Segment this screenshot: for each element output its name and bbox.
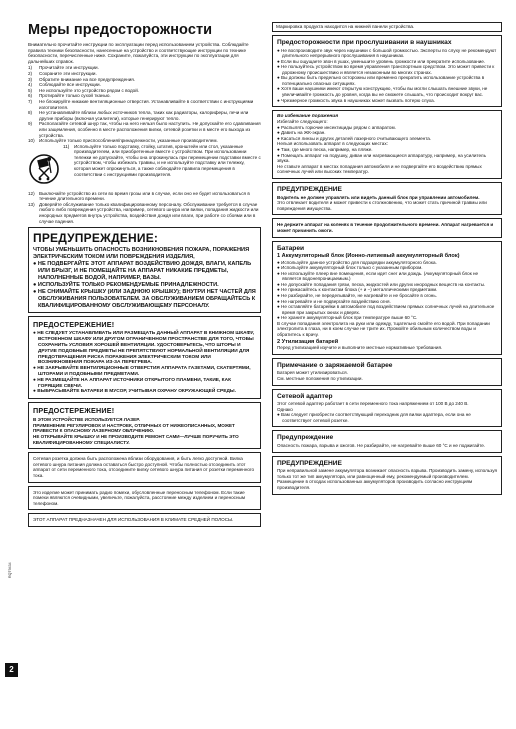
replace-warning-text: При неправильной замене аккумулятора возникает опасность взрыва. Производить замену, используя только тот же тип аккумулятора, или равноценный ему, рекомендуемый производителем. Размещение в отходах использованных аккумуляторов производить согласно инструкциям производителя. xyxy=(277,468,497,490)
list-item: ● ИСПОЛЬЗУЙТЕ ТОЛЬКО РЕКОМЕНДУЕМЫЕ ПРИНАДЛЕЖНОСТИ. xyxy=(33,281,219,288)
laser-caution-box xyxy=(28,402,261,449)
list-item: 11) Используйте только подставку, стойку, штатив, кронштейн или стол, указанные производителем, или приобретенные вместе с устройством. При использовании тележки не допускайте, чтобы она опрокинулась при перемещении подставки вместе с устройством, чтобы избежать травмы, и не используйте подставку или тележку, которая может опрокинуться, а также соблюдайте правила перемещения в соответствии с инструкциями производителя. xyxy=(63,143,261,177)
socket-note-box xyxy=(28,452,261,482)
list-item: ● Не оставляйте батарейки в автомобиле под воздействием прямых солнечных лучей на длительное время при закрытых окнах и дверях. xyxy=(277,304,495,315)
battery-sub2-text: Перед утилизацией изучите и выполните местные нормативные требования. xyxy=(277,345,443,351)
list-item: ● Не пользуйтесь устройством во время управления транспортным средством. Это может привести к дорожному происшествию и является незаконным во многих странах. xyxy=(277,64,495,75)
charge-line: См. местные положения по утилизации. xyxy=(277,375,363,381)
charge-box xyxy=(272,358,502,386)
warning-box xyxy=(28,227,261,313)
avoid-box xyxy=(272,110,502,179)
avoid-line: Нельзя использовать аппарат в следующих местах: xyxy=(277,141,388,147)
left-column xyxy=(28,22,261,527)
climate-note: ЭТОТ АППАРАТ ПРЕДНАЗНАЧЕН ДЛЯ ИСПОЛЬЗОВАНИЯ В КЛИМАТЕ СРЕДНЕЙ ПОЛОСЫ. xyxy=(33,517,234,523)
list-item: ● Хотя ваши наушники имеют открытую конструкцию, чтобы вы могли слышать внешние звуки, не увеличивайте громкость до уровня, когда вы не сможете слышать, что происходит вокруг вас. xyxy=(277,86,488,97)
driver-warning-lead: Водитель не должен управлять или видеть данный блок при управлении автомобилем. xyxy=(277,194,480,200)
battery-after: В случае попадания электролита на руки или одежду, тщательно смойте его водой. При попадании электролита в глаза, ни в коем случае не трите их. Промойте обильным количеством воды и обратитесь к врачу. xyxy=(277,320,490,337)
driver-warning-text: Это отвлекает водителя и может привести к столкновению, что может стать причиной травмы или повреждения имущества. xyxy=(277,200,487,211)
list-item: ● Не используйте плеер вне помещения, если идет снег или дождь. (Аккумуляторный блок не является водонепроницаемым.) xyxy=(277,270,479,282)
list-item: 9) Располагайте сетевой шнур так, чтобы на него нельзя было наступить. Не допускайте его сдавливания или защемления, особенно в месте расположения вилки, сетевой розетки и в месте его выхода из устройства. xyxy=(28,121,261,138)
socket-note: Сетевая розетка должна быть расположена вблизи оборудования, и быть легко доступной. Вилка сетевого шнура питания должна оставаться быстро доступной. Чтобы полностью отсоединить этот аппарат от сети переменного тока, отсоедините вилку сетевого шнура питания от розетки переменного тока. xyxy=(33,456,255,478)
list-item: ● Используйте аккумуляторный блок только с указанным прибором. xyxy=(277,265,423,271)
hearing-box xyxy=(272,35,502,107)
fire-warning-text: Опасность пожара, взрыва и ожогов. Не разбирайте, не нагревайте выше 60 °C и не поджигайте. xyxy=(277,442,486,448)
radio-note: Это изделие может принимать радио помехи, обусловленные переносным телефоном. Если такие помехи являются очевидными, увеличьте, пожалуйста, расстояние между изделием и переносным телефоном. xyxy=(33,489,245,506)
list-item: 7) Не блокируйте никакие вентиляционные отверстия. Устанавливайте в соответствии с инструкциями изготовителя. xyxy=(28,98,254,110)
caution-heading: ПРЕДОСТЕРЕЖЕНИЕ! xyxy=(33,320,115,330)
adapter-list xyxy=(277,412,497,423)
list-item: 12) Выключайте устройство из сети во время грозы или в случае, если оно не будет использоваться в течение длительного времени. xyxy=(28,190,250,202)
hearing-list xyxy=(277,48,497,103)
battery-heading: Батареи xyxy=(277,244,305,252)
list-item: ● Не воспроизводите звук через наушники с большой громкостью. Эксперты по слуху не рекомендуют длительного непрерывного прослушивания в наушниках. xyxy=(277,47,497,59)
climate-note-box xyxy=(28,513,261,527)
list-item: 8) Не устанавливайте вблизи любых источников тепла, таких как радиаторы, калориферы, печи или другие приборы (включая усилители), которые генерируют тепло. xyxy=(28,110,249,121)
knees-box xyxy=(272,218,502,237)
page-number: 2 xyxy=(5,663,18,677)
replace-warning-box xyxy=(272,456,502,495)
laser-line: В ЭТОМ УСТРОЙСТВЕ ИСПОЛЬЗУЕТСЯ ЛАЗЕР. xyxy=(33,417,140,423)
list-item: ● Используйте данное устройство для подзарядки аккумуляторного блока. xyxy=(277,259,437,265)
intro-text: Внимательно прочитайте инструкции по эксплуатации перед использованием устройства. Соблюдайте правила техники безопасности, нанесенные на устройство и соответствующие инструкции по технике безопасности, перечисленные ниже. Сохраните, пожалуйста, эти инструкции по эксплуатации для дальнейших справок. xyxy=(28,42,249,64)
laser-line: ПРИМЕНЕНИЕ РЕГУЛИРОВОК И НАСТРОЕК, ОТЛИЧНЫХ ОТ НИЖЕОПИСАННЫХ, МОЖЕТ ПРИВЕСТИ К ОПАСНОМУ ЛАЗЕРНОМУ ОБЛУЧЕНИЮ. xyxy=(33,422,235,434)
list-item: 13) Доверяйте обслуживание только квалифицированному персоналу. Обслуживание требуется в случае любого либо повреждения устройства, например, сетевого шнура или вилки, попадания жидкости или инородных предметов внутрь устройства, воздействия дождя или влаги, при работе со сбоями или в случае падения. xyxy=(28,201,259,224)
warning-list xyxy=(33,261,256,309)
list-item: 4) Соблюдайте все инструкции. xyxy=(28,82,101,88)
marking-box xyxy=(272,22,502,32)
avoid-line: ● Распылять горючие инсектициды рядом с аппаратом. xyxy=(277,124,396,130)
fire-warning-heading: Предупреждение xyxy=(277,434,334,442)
adapter-box xyxy=(272,389,502,428)
driver-warning-box xyxy=(272,182,502,215)
avoid-heading: Во избежание поражения xyxy=(277,114,339,120)
avoid-line: ● Давить на ЖК-экран. xyxy=(277,130,326,136)
list-item: 3) Обратите внимание на все предупреждения. xyxy=(28,76,136,82)
list-item: ● Не разбирайте, не переделывайте, не нагревайте и не бросайте в огонь. xyxy=(277,293,437,299)
list-item: ● Не допускайте попадания грязи, песка, жидкостей или других инородных веществ на контакты. xyxy=(277,281,486,287)
list-item: ● НЕ РАЗМЕЩАЙТЕ НА АППАРАТ ИСТОЧНИКИ ОТКРЫТОГО ПЛАМЕНИ, ТАКИЕ, КАК ГОРЯЩИЕ СВЕЧИ. xyxy=(33,377,231,389)
right-column xyxy=(272,22,502,495)
cart-tipover-icon xyxy=(29,147,59,191)
list-item: 6) Протирайте только сухой тканью. xyxy=(28,93,111,99)
charge-heading: Примечание о заряжаемой батарее xyxy=(277,361,393,369)
list-item: ● НЕ СЛЕДУЕТ УСТАНАВЛИВАТЬ ИЛИ РАЗМЕЩАТЬ ДАННЫЙ АППАРАТ В КНИЖНОМ ШКАФУ, ВСТРОЕННОМ ШКАФУ ИЛИ ДРУГОМ ОГРАНИЧЕННОМ ПРОСТРАНСТВЕ ДЛЯ ТОГО, ЧТОБЫ СОХРАНИТЬ УСЛОВИЯ ХОРОШЕЙ ВЕНТИЛЯЦИИ. УДОСТОВЕРЬТЕСЬ, ЧТО ШТОРЫ И ДРУГИЕ ПОДОБНЫЕ ПРЕДМЕТЫ НЕ ПРЕПЯТСТВУЮТ НОРМАЛЬНОЙ ВЕНТИЛЯЦИИ ДЛЯ ПРЕДОТВРАЩЕНИЯ РИСКА ПОРАЖЕНИЯ ЭЛЕКТРИЧЕСКИМ ТОКОМ ИЛИ ВОЗНИКНОВЕНИЯ ПОЖАРА ИЗ-ЗА ПЕРЕГРЕВА. xyxy=(33,331,255,366)
battery-list xyxy=(277,260,497,321)
fire-warning-box xyxy=(272,430,502,452)
list-item: ● Вам следует приобрести соответствующий переходник для вилки адаптера, если она не соответствует сетевой розетке. xyxy=(277,412,471,423)
avoid-line: Не ставьте аппарат в местах попадания автомобиля и не подвергайте его воздействию прямых солнечных лучей или высоких температур. xyxy=(277,163,482,175)
steps-list-2 xyxy=(28,191,261,225)
list-item: ● Вы должны быть предельно осторожны или временно прекратить использование устройства в потенциально опасных ситуациях. xyxy=(277,75,485,86)
battery-box xyxy=(272,241,502,355)
list-item: ● Не храните аккумуляторный блок при температуре выше 60 °C. xyxy=(277,315,418,321)
adapter-text: Этот сетевой адаптер работает в сети переменного тока напряжением от 100 В до 240 В. xyxy=(277,401,469,407)
marking-text: Маркировка продукта находится на нижней панели устройства. xyxy=(276,24,415,29)
laser-caution-heading: ПРЕДОСТЕРЕЖЕНИЕ! xyxy=(33,406,115,416)
knees-text: Не держите аппарат на коленях в течение продолжительного времени. Аппарат нагревается и может причинить ожоги. xyxy=(277,222,494,233)
list-item: 2) Сохраните эти инструкции. xyxy=(28,70,97,76)
avoid-line: ● Помещать аппарат на подушку, диван или нагревающиеся аппаратуру, например, на усилитель звука. xyxy=(277,152,486,164)
list-item: ● НЕ ПОДВЕРГАЙТЕ ЭТОТ АППАРАТ ВОЗДЕЙСТВИЮ ДОЖДЯ, ВЛАГИ, КАПЕЛЬ ИЛИ БРЫЗГ, И НЕ ПОМЕЩАЙТЕ НА АППАРАТ НИКАКИЕ ПРЕДМЕТЫ, НАПОЛНЕННЫЕ ВОДОЙ, НАПРИМЕР, ВАЗЫ. xyxy=(33,261,252,281)
adapter-heading: Сетевой адаптер xyxy=(277,392,333,400)
page-code: RQT9434 xyxy=(8,562,12,578)
cart-warning-row xyxy=(28,144,261,191)
battery-sub1: 1 Аккумуляторный блок (Ионно-литиевый аккумуляторный блок) xyxy=(277,253,460,260)
steps-list-11 xyxy=(63,144,261,178)
laser-line: НЕ ОТКРЫВАЙТЕ КРЫШКУ И НЕ ПРОИЗВОДИТЕ РЕМОНТ САМИ—ЛУЧШЕ ПОРУЧИТЬ ЭТО КВАЛИФИЦИРОВАННОМУ СПЕЦИАЛИСТУ. xyxy=(33,433,239,445)
list-item: ● ВЫБРАСЫВАЙТЕ БАТАРЕИ В МУСОР, УЧИТЫВАЯ ОХРАНУ ОКРУЖАЮЩЕЙ СРЕДЫ. xyxy=(33,389,236,395)
list-item: ● НЕ СНИМАЙТЕ КРЫШКУ (ИЛИ ЗАДНЮЮ КРЫШКУ); ВНУТРИ НЕТ ЧАСТЕЙ ДЛЯ ОБСЛУЖИВАНИЯ ПОЛЬЗОВАТЕЛЕМ. ЗА ОБСЛУЖИВАНИЕМ ОБРАЩАЙТЕСЬ К КВАЛИФИЦИРОВАННОМУ ОБСЛУЖИВАЮЩЕМУ ПЕРСОНАЛУ. xyxy=(33,288,256,309)
list-item: ● Если вы ощущаете звон в ушах, уменьшите уровень громкости или прекратите использование. xyxy=(277,58,486,64)
radio-note-box xyxy=(28,486,261,511)
list-item: ● Не прикасайтесь к контактам блока (+ и −) металлическими предметами. xyxy=(277,287,438,293)
replace-warning-heading: ПРЕДУПРЕЖДЕНИЕ xyxy=(277,459,342,467)
caution-box xyxy=(28,316,261,399)
battery-sub2: 2 Утилизация батарей xyxy=(277,338,339,345)
caution-list xyxy=(33,331,256,395)
warning-lead: ЧТОБЫ УМЕНЬШИТЬ ОПАСНОСТЬ ВОЗНИКНОВЕНИЯ ПОЖАРА, ПОРАЖЕНИЯ ЭЛЕКТРИЧЕСКИМ ТОКОМ ИЛИ ПОВРЕЖДЕНИЯ ИЗДЕЛИЯ, xyxy=(33,247,250,261)
page-title: Меры предосторожности xyxy=(28,22,213,38)
list-item: 10) Используйте только приспособления/принадлежности, указанные производителем. xyxy=(28,138,218,144)
adapter-but: Однако xyxy=(277,406,293,412)
list-item: ● Чрезмерное громкость звука в наушниках может вызвать потерю слуха. xyxy=(277,97,435,103)
avoid-line: ● Касаться линзы и других деталей лазерного считывающего элемента. xyxy=(277,135,432,141)
list-item: ● НЕ ЗАКРЫВАЙТЕ ВЕНТИЛЯЦИОННЫЕ ОТВЕРСТИЯ АППАРАТА ГАЗЕТАМИ, СКАТЕРТЯМИ, ШТОРАМИ И ПОДОБНЫМИ ПРЕДМЕТАМИ. xyxy=(33,366,251,377)
hearing-heading: Предосторожности при прослушивании в наушниках xyxy=(277,39,452,46)
warning-heading: ПРЕДУПРЕЖДЕНИЕ: xyxy=(33,231,159,246)
list-item: 1) Прочитайте эти инструкции. xyxy=(28,65,99,71)
avoid-line: Избегайте следующего: xyxy=(277,119,328,125)
list-item: 5) Не используйте это устройство рядом с водой. xyxy=(28,87,140,93)
driver-warning-heading: ПРЕДУПРЕЖДЕНИЕ xyxy=(277,186,342,193)
charge-line: Батарея может утилизироваться. xyxy=(277,370,348,376)
steps-list xyxy=(28,65,261,143)
list-item: ● Не нагревайте и не подвергайте воздействию огня. xyxy=(277,298,391,304)
avoid-line: ● Там, где много песка, например, на пляже. xyxy=(277,147,373,153)
